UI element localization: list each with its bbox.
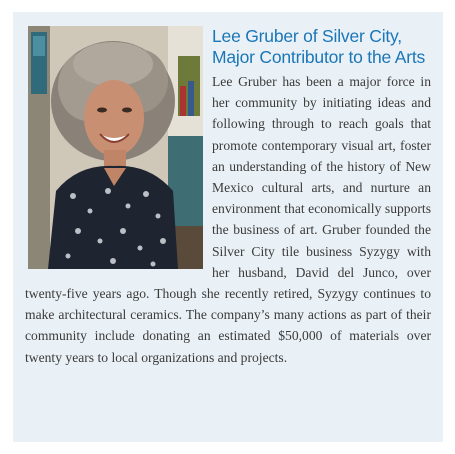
headline-line-2: Major Contributor to the Arts xyxy=(212,47,426,67)
portrait-photo xyxy=(28,26,203,269)
headline-line-1: Lee Gruber of Silver City, xyxy=(212,26,402,46)
article-body-text: Lee Gruber has been a major force in her community by initiating ideas and following through to reach goals that promote contemporary visual art, foster an understanding of the history of New Mexico cultural arts, and nurture an environment that economically supports the business of art. Gruber founded the Silver City tile business Syzygy with her husband, David del Junco, over twenty-five years ago. Though she recently retired, Syzygy continues to make architectural ceramics. The company’s many actions as part of their community include donating an estimated $50,000 of materials over twenty years to local organizations and projects. xyxy=(25,74,431,365)
portrait-illustration xyxy=(28,26,203,269)
article-card xyxy=(13,12,443,442)
